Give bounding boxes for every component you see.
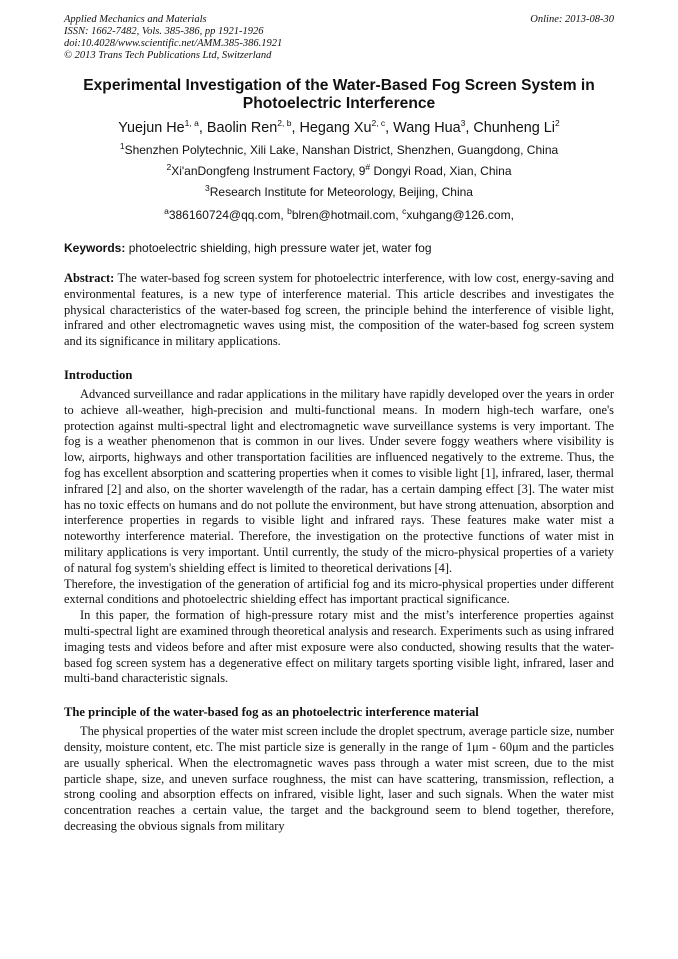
author-emails: $^a$386160724@qq.com, $^b$blren@hotmail.com, $^c$xuhgang@126.com, — [164, 206, 514, 222]
intro-paragraph-3: In this paper, the formation of high-pressure rotary mist and the mist’s interference properties against multi-spectral light are examined through theoretical analysis and research. Experiments such as using infrared imaging tests and videos before and after mist exposure were also conducted, showing results that the water-based fog screen system has a degenerative effect on military targets sporting visible light, infrared, laser and multi-band characteristic signals. — [64, 608, 614, 686]
section-heading-introduction: Introduction — [64, 367, 133, 382]
affiliation-1: $^1$Shenzhen Polytechnic, Xili Lake, Nanshan District, Shenzhen, Guangdong, China — [119, 141, 559, 157]
affiliation-3: $^3$Research Institute for Meteorology, Beijing, China — [205, 183, 473, 199]
keywords — [64, 241, 614, 255]
section-heading-principle: The principle of the water-based fog as an photoelectric interference material — [64, 705, 479, 720]
author: Baolin Ren$^{2, b}$, — [206, 118, 300, 136]
intro-paragraph-1: Advanced surveillance and radar applications in the military have rapidly developed over the years in order to achieve all-weather, high-precision and multi-functional means. In modern high-tech warfare, one's protection against multi-spectral light and electromagnetic wave surveillance systems is very important. The fog is a weather phenomenon that is common in our lives. Under severe foggy weathers where visibility is low, airports, highways and other transportation facilities are influenced negatively to the extreme. Thus, the fog has excellent absorption and scattering properties when it comes to visible light [1], infrared, laser, thermal infrared [2] and also, on the shorter wavelength of the radar, has a certain damping effect [3]. The water mist has no toxic effects on humans and do not pollute the environment, but have strong attenuation, absorption and interference properties in regards to visible light and infrared rays. These features make water mist a noteworthy interference material. Therefore, the investigation on the protective functions of water mist in military applications is very important. Until currently, the study of the micro-physical properties of a variety of natural fog system's shielding effect is limited to theoretical derivations [4]. — [64, 386, 615, 575]
journal-info — [64, 14, 282, 62]
principle-paragraph-1: The physical properties of the water mist screen include the droplet spectrum, average particle size, number density, moisture content, etc. The mist particle size is generally in the range of 1μm - 60μm and the particles are usually spherical. When the electromagnetic waves pass through a water mist screen, due to the mist particle shape, size, and uneven surface roughness, the mist can have scattering, transmission, reflection, a strong cooling and absorption effects on infrared, visible light, laser and such signals. When the water mist concentration reaches a certain value, the target and the background seem to blend together, therefore, decreasing the obvious signals from military — [64, 724, 614, 833]
affiliation-2: $^2$Xi'anDongfeng Instrument Factory, 9# Dongyi Road, Xian, China — [166, 162, 512, 178]
paper-title-line-1: Experimental Investigation of the Water-Based Fog Screen System in — [83, 77, 595, 94]
keywords-label: Keywords: — [64, 241, 126, 255]
journal-doi: doi:10.4028/www.scientific.net/AMM.385-386.1921 — [64, 38, 283, 49]
author: Yuejun He$^{1, a}$, — [118, 118, 207, 136]
author: Wang Hua$^3$, — [393, 118, 474, 136]
abstract-label: Abstract: — [64, 271, 115, 285]
journal-copyright: © 2013 Trans Tech Publications Ltd, Switzerland — [64, 50, 272, 61]
abstract — [64, 271, 614, 350]
author: Chunheng Li$^2$ — [473, 118, 560, 136]
keywords-text: photoelectric shielding, high pressure water jet, water fog — [125, 241, 432, 255]
page-header — [64, 14, 614, 62]
author-list — [64, 119, 614, 138]
online-date: Online: 2013-08-30 — [530, 14, 614, 25]
abstract-text: The water-based fog screen system for photoelectric interference, with low cost, energy-saving and environmental features, is a new type of interference material. This article describes and investigates the physical characteristics of the water-based fog screen, the principle behind the interference of visible light, infrared and other electromagnetic waves using mist, the composition of the water-based fog screen system and its significance in military applications. — [64, 271, 614, 349]
paper-title — [64, 77, 614, 113]
paper-title-line-2: Photoelectric Interference — [242, 95, 436, 112]
intro-paragraph-2: Therefore, the investigation of the generation of artificial fog and its micro-physical properties under different external conditions and photoelectric shielding effect has important practical significance. — [64, 576, 614, 607]
journal-issn: ISSN: 1662-7482, Vols. 385-386, pp 1921-1926 — [64, 26, 264, 37]
author: Hegang Xu$^{2, c}$, — [299, 118, 394, 136]
journal-name: Applied Mechanics and Materials — [64, 14, 207, 25]
